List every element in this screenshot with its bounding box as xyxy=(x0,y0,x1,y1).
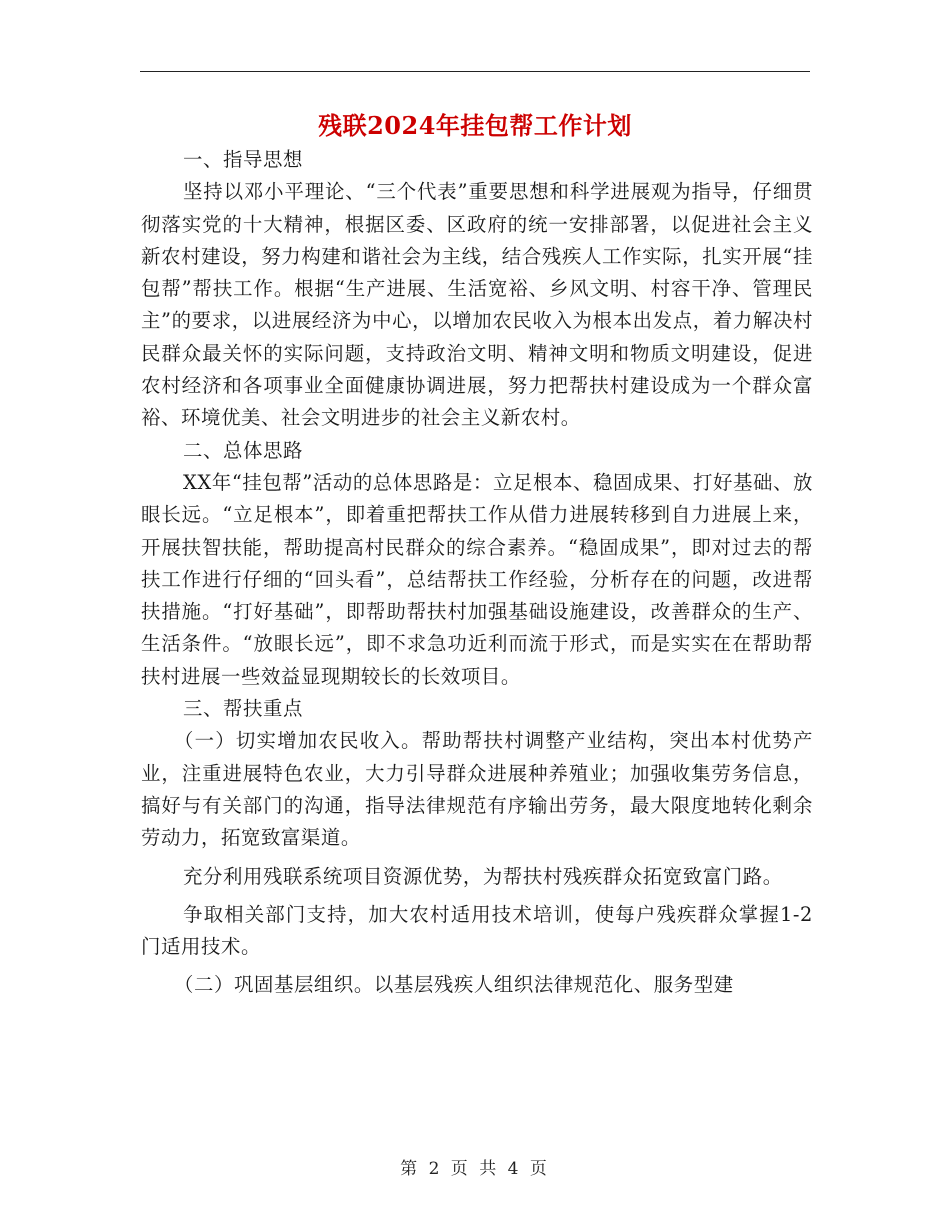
section-heading-assistance-focus: 三、帮扶重点 xyxy=(183,697,303,721)
paragraph-overall-approach: XX年“挂包帮”活动的总体思路是：立足根本、稳固成果、打好基础、放眼长远。“立足根本”，即着重把帮扶工作从借力进展转移到自力进展上来，开展扶智扶能，帮助提高村民群众的综合素养。“稳固成果”，即对过去的帮扶工作进行仔细的“回头看”，总结帮扶工作经验，分析存在的问题，改进帮扶措施。“打好基础”，即帮助帮扶村加强基础设施建设，改善群众的生产、生活条件。“放眼长远”，即不求急功近利而流于形式，而是实实在在帮助帮扶村进展一些效益显现期较长的长效项目。 xyxy=(141,470,813,688)
page-number-footer: 第 2 页 共 4 页 xyxy=(400,1159,550,1179)
section-heading-overall-approach: 二、总体思路 xyxy=(183,438,303,462)
section-heading-guiding-thought: 一、指导思想 xyxy=(183,148,303,171)
document-body xyxy=(141,144,813,1002)
paragraph-project-resources: 充分利用残联系统项目资源优势，为帮扶村残疾群众拓宽致富门路。 xyxy=(183,864,783,888)
paragraph-grassroots-organization: （二）巩固基层组织。以基层残疾人组织法律规范化、服务型建 xyxy=(174,973,734,997)
header-rule xyxy=(140,71,810,72)
paragraph-guiding-thought: 坚持以邓小平理论、“三个代表”重要思想和科学进展观为指导，仔细贯彻落实党的十大精神，根据区委、区政府的统一安排部署，以促进社会主义新农村建设，努力构建和谐社会为主线，结合残疾人工作实际，扎实开展“挂包帮”帮扶工作。根据“生产进展、生活宽裕、乡风文明、村容干净、管理民主”的要求，以进展经济为中心，以增加农民收入为根本出发点，着力解决村民群众最关怀的实际问题，支持政治文明、精神文明和物质文明建设，促进农村经济和各项事业全面健康协调进展，努力把帮扶村建设成为一个群众富裕、环境优美、社会文明进步的社会主义新农村。 xyxy=(141,180,813,430)
paragraph-increase-income: （一）切实增加农民收入。帮助帮扶村调整产业结构，突出本村优势产业，注重进展特色农业，大力引导群众进展种养殖业；加强收集劳务信息，搞好与有关部门的沟通，指导法律规范有序输出劳务，最大限度地转化剩余劳动力，拓宽致富渠道。 xyxy=(141,729,813,850)
document-title: 残联2024年挂包帮工作计划 xyxy=(318,111,632,140)
paragraph-technical-training: 争取相关部门支持，加大农村适用技术培训，使每户残疾群众掌握1-2门适用技术。 xyxy=(141,902,813,959)
